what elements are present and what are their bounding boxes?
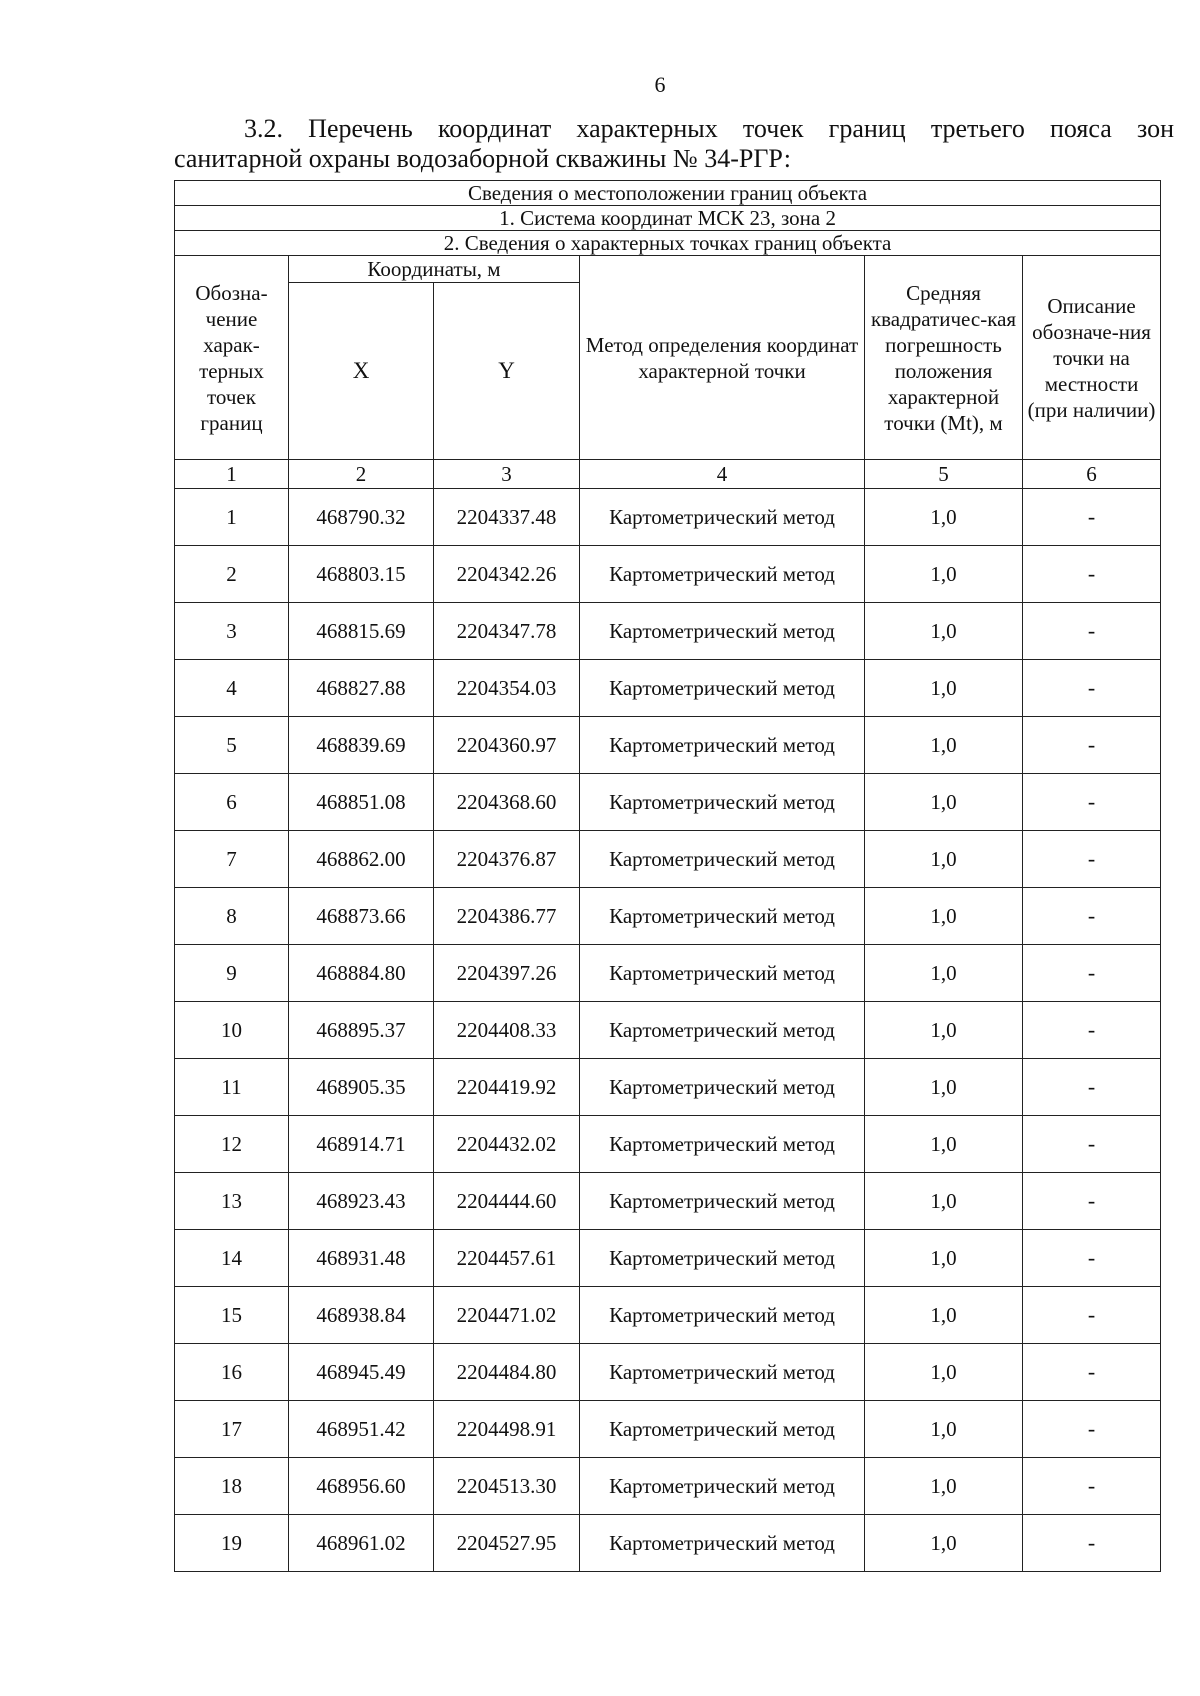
table-title: Сведения о местоположении границ объекта	[175, 181, 1161, 206]
description: -	[1023, 1287, 1161, 1344]
description: -	[1023, 1116, 1161, 1173]
heading-line-2: санитарной охраны водозаборной скважины № 34-РГР:	[174, 144, 792, 173]
point-number: 16	[175, 1344, 289, 1401]
header-coordinates: Координаты, м	[289, 256, 580, 283]
coord-x: 468862.00	[289, 831, 434, 888]
coord-x: 468945.49	[289, 1344, 434, 1401]
point-number: 1	[175, 489, 289, 546]
coord-y: 2204527.95	[434, 1515, 580, 1572]
description: -	[1023, 489, 1161, 546]
heading-line-1: 3.2. Перечень координат характерных точек границ третьего пояса зон	[244, 114, 1174, 143]
header-error: Средняя квадратичес-кая погрешность положения характерной точки (Mt), м	[865, 256, 1023, 460]
method: Картометрический метод	[580, 831, 865, 888]
table-row	[175, 546, 1161, 603]
column-number: 1	[175, 460, 289, 489]
mt-error: 1,0	[865, 1515, 1023, 1572]
coord-y: 2204419.92	[434, 1059, 580, 1116]
page-number: 6	[654, 72, 666, 97]
point-number: 13	[175, 1173, 289, 1230]
mt-error: 1,0	[865, 1458, 1023, 1515]
mt-error: 1,0	[865, 774, 1023, 831]
point-number: 19	[175, 1515, 289, 1572]
description: -	[1023, 546, 1161, 603]
coord-x: 468851.08	[289, 774, 434, 831]
coord-x: 468895.37	[289, 1002, 434, 1059]
table-row	[175, 1230, 1161, 1287]
coord-y: 2204444.60	[434, 1173, 580, 1230]
header-x: X	[289, 283, 434, 460]
mt-error: 1,0	[865, 1230, 1023, 1287]
coord-y: 2204337.48	[434, 489, 580, 546]
table-row	[175, 717, 1161, 774]
method: Картометрический метод	[580, 1515, 865, 1572]
point-number: 2	[175, 546, 289, 603]
point-number: 3	[175, 603, 289, 660]
mt-error: 1,0	[865, 1116, 1023, 1173]
coordinate-system: 1. Система координат МСК 23, зона 2	[175, 206, 1161, 231]
point-number: 9	[175, 945, 289, 1002]
table-row	[175, 888, 1161, 945]
point-number: 18	[175, 1458, 289, 1515]
description: -	[1023, 1002, 1161, 1059]
coord-x: 468931.48	[289, 1230, 434, 1287]
coord-y: 2204408.33	[434, 1002, 580, 1059]
description: -	[1023, 1173, 1161, 1230]
method: Картометрический метод	[580, 603, 865, 660]
point-number: 10	[175, 1002, 289, 1059]
method: Картометрический метод	[580, 888, 865, 945]
point-number: 12	[175, 1116, 289, 1173]
coordinates-table	[174, 180, 1161, 1572]
method: Картометрический метод	[580, 717, 865, 774]
description: -	[1023, 1458, 1161, 1515]
point-number: 7	[175, 831, 289, 888]
header-y: Y	[434, 283, 580, 460]
method: Картометрический метод	[580, 1173, 865, 1230]
mt-error: 1,0	[865, 1059, 1023, 1116]
coord-y: 2204471.02	[434, 1287, 580, 1344]
mt-error: 1,0	[865, 546, 1023, 603]
table-row	[175, 603, 1161, 660]
column-number: 4	[580, 460, 865, 489]
description: -	[1023, 1344, 1161, 1401]
coord-y: 2204347.78	[434, 603, 580, 660]
coord-x: 468923.43	[289, 1173, 434, 1230]
header-method: Метод определения координат характерной точки	[580, 256, 865, 460]
mt-error: 1,0	[865, 603, 1023, 660]
table-row	[175, 1401, 1161, 1458]
table-row	[175, 1002, 1161, 1059]
table-row	[175, 1458, 1161, 1515]
coord-x: 468790.32	[289, 489, 434, 546]
description: -	[1023, 774, 1161, 831]
coord-y: 2204354.03	[434, 660, 580, 717]
mt-error: 1,0	[865, 489, 1023, 546]
mt-error: 1,0	[865, 1401, 1023, 1458]
points-info: 2. Сведения о характерных точках границ объекта	[175, 231, 1161, 256]
description: -	[1023, 603, 1161, 660]
column-number: 3	[434, 460, 580, 489]
point-number: 5	[175, 717, 289, 774]
coord-y: 2204368.60	[434, 774, 580, 831]
method: Картометрический метод	[580, 1116, 865, 1173]
coord-y: 2204484.80	[434, 1344, 580, 1401]
header-designation: Обозна-чение харак-терных точек границ	[175, 256, 289, 460]
method: Картометрический метод	[580, 1458, 865, 1515]
table-row	[175, 660, 1161, 717]
method: Картометрический метод	[580, 1059, 865, 1116]
coord-x: 468938.84	[289, 1287, 434, 1344]
method: Картометрический метод	[580, 489, 865, 546]
mt-error: 1,0	[865, 945, 1023, 1002]
table-row	[175, 1515, 1161, 1572]
point-number: 15	[175, 1287, 289, 1344]
point-number: 17	[175, 1401, 289, 1458]
column-number: 6	[1023, 460, 1161, 489]
point-number: 14	[175, 1230, 289, 1287]
column-number: 2	[289, 460, 434, 489]
coord-y: 2204513.30	[434, 1458, 580, 1515]
method: Картометрический метод	[580, 1401, 865, 1458]
point-number: 6	[175, 774, 289, 831]
coord-x: 468961.02	[289, 1515, 434, 1572]
coord-x: 468839.69	[289, 717, 434, 774]
table-row	[175, 1287, 1161, 1344]
description: -	[1023, 1401, 1161, 1458]
table-row	[175, 489, 1161, 546]
coord-y: 2204397.26	[434, 945, 580, 1002]
column-number: 5	[865, 460, 1023, 489]
description: -	[1023, 660, 1161, 717]
mt-error: 1,0	[865, 1173, 1023, 1230]
method: Картометрический метод	[580, 660, 865, 717]
coord-x: 468951.42	[289, 1401, 434, 1458]
mt-error: 1,0	[865, 660, 1023, 717]
coord-y: 2204342.26	[434, 546, 580, 603]
coord-x: 468905.35	[289, 1059, 434, 1116]
table-row	[175, 1344, 1161, 1401]
coord-x: 468956.60	[289, 1458, 434, 1515]
table-row	[175, 774, 1161, 831]
header-description: Описание обозначе-ния точки на местности (при наличии)	[1023, 256, 1161, 460]
coord-x: 468803.15	[289, 546, 434, 603]
coord-x: 468884.80	[289, 945, 434, 1002]
description: -	[1023, 1230, 1161, 1287]
table-row	[175, 945, 1161, 1002]
table-row	[175, 1059, 1161, 1116]
table-row	[175, 1116, 1161, 1173]
description: -	[1023, 717, 1161, 774]
method: Картометрический метод	[580, 945, 865, 1002]
mt-error: 1,0	[865, 717, 1023, 774]
table-row	[175, 831, 1161, 888]
point-number: 4	[175, 660, 289, 717]
method: Картометрический метод	[580, 1002, 865, 1059]
table-row	[175, 1173, 1161, 1230]
coord-x: 468827.88	[289, 660, 434, 717]
coord-y: 2204432.02	[434, 1116, 580, 1173]
description: -	[1023, 945, 1161, 1002]
coord-y: 2204376.87	[434, 831, 580, 888]
section-heading	[174, 114, 1174, 174]
mt-error: 1,0	[865, 1287, 1023, 1344]
method: Картометрический метод	[580, 774, 865, 831]
point-number: 11	[175, 1059, 289, 1116]
description: -	[1023, 888, 1161, 945]
coord-x: 468815.69	[289, 603, 434, 660]
method: Картометрический метод	[580, 1344, 865, 1401]
description: -	[1023, 1515, 1161, 1572]
coord-y: 2204498.91	[434, 1401, 580, 1458]
coord-x: 468914.71	[289, 1116, 434, 1173]
mt-error: 1,0	[865, 1002, 1023, 1059]
mt-error: 1,0	[865, 1344, 1023, 1401]
coord-y: 2204457.61	[434, 1230, 580, 1287]
method: Картометрический метод	[580, 1230, 865, 1287]
description: -	[1023, 1059, 1161, 1116]
coord-y: 2204386.77	[434, 888, 580, 945]
coord-y: 2204360.97	[434, 717, 580, 774]
coord-x: 468873.66	[289, 888, 434, 945]
mt-error: 1,0	[865, 888, 1023, 945]
mt-error: 1,0	[865, 831, 1023, 888]
method: Картометрический метод	[580, 1287, 865, 1344]
description: -	[1023, 831, 1161, 888]
method: Картометрический метод	[580, 546, 865, 603]
point-number: 8	[175, 888, 289, 945]
